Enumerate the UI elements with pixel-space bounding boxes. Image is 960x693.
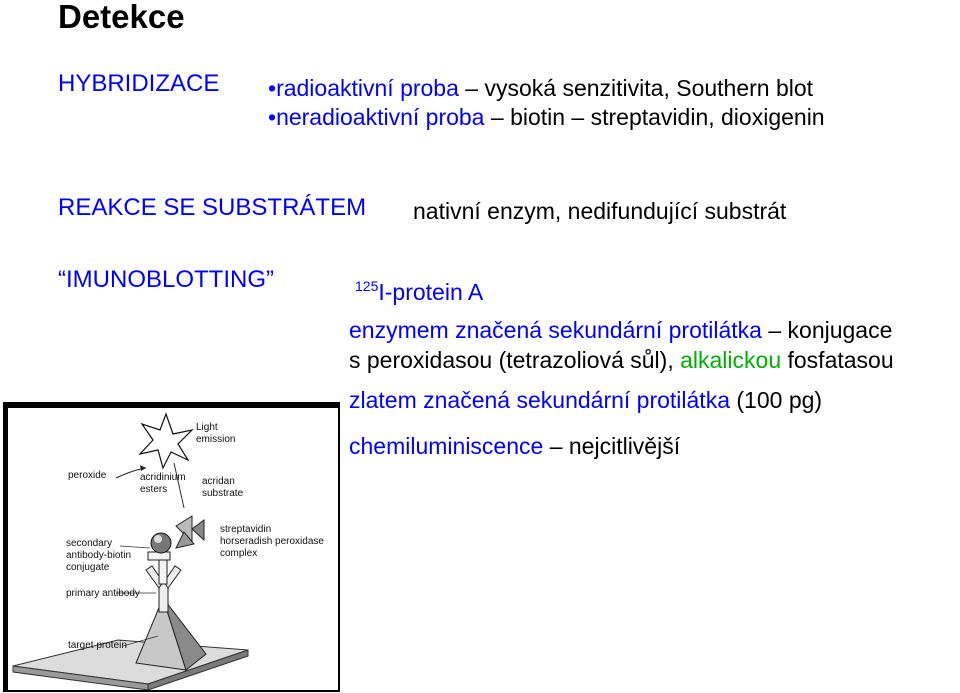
imunoblotting-line-1 bbox=[355, 278, 483, 306]
biotin-highlight bbox=[154, 535, 162, 543]
chemiluminescence-figure bbox=[3, 402, 340, 692]
imunoblotting-label: “IMUNOBLOTTING” bbox=[58, 266, 274, 293]
imunoblotting-line-4 bbox=[349, 387, 822, 414]
line-term: chemiluminiscence bbox=[349, 433, 544, 459]
imunoblotting-line-5 bbox=[349, 433, 680, 460]
dash: – bbox=[490, 104, 504, 130]
light-emission-icon bbox=[140, 414, 192, 468]
hybridizace-item-2 bbox=[268, 104, 825, 131]
fig-label-light: Light bbox=[196, 422, 218, 433]
fig-label-secondary: secondary bbox=[66, 538, 113, 549]
alkaline-word: alkalickou bbox=[680, 347, 782, 373]
line-rest: fosfatasou bbox=[781, 347, 894, 373]
leader-secondary bbox=[120, 546, 150, 548]
figure-diagram bbox=[8, 408, 338, 690]
line-term: zlatem značená sekundární protilátka bbox=[349, 387, 730, 413]
imunoblotting-line-2 bbox=[349, 317, 892, 344]
bullet: • bbox=[268, 104, 277, 130]
line-desc: konjugace bbox=[787, 317, 893, 343]
reakce-desc: nativní enzym, nedifundující substrát bbox=[413, 198, 787, 224]
line-desc: nejcitlivější bbox=[568, 433, 681, 459]
fig-label-emission: emission bbox=[196, 434, 236, 445]
connector-line bbox=[174, 463, 184, 508]
protein-a-text: I-protein A bbox=[378, 279, 484, 305]
fig-label-conjugate: conjugate bbox=[66, 562, 110, 573]
streptavidin-wing-side bbox=[192, 520, 204, 540]
fig-label-acridan: acridan bbox=[202, 476, 235, 487]
biotin-sphere bbox=[151, 533, 171, 553]
fig-label-substrate: substrate bbox=[202, 488, 244, 499]
line-term: enzymem značená sekundární protilátka bbox=[349, 317, 762, 343]
fig-label-esters: esters bbox=[140, 484, 168, 495]
reakce-label: REAKCE SE SUBSTRÁTEM bbox=[58, 194, 367, 221]
item-desc: vysoká senzitivita, Southern blot bbox=[484, 75, 814, 101]
dash: – bbox=[465, 75, 479, 101]
item-term: neradioaktivní proba bbox=[276, 104, 485, 130]
fig-label-streptavidin: streptavidin bbox=[220, 524, 272, 535]
bullet: • bbox=[268, 75, 277, 101]
slide-title: Detekce bbox=[58, 0, 185, 35]
fig-label-peroxide: peroxide bbox=[68, 470, 107, 481]
fig-label-hrp: horseradish peroxidase bbox=[220, 536, 324, 547]
line-desc: (100 pg) bbox=[730, 387, 823, 413]
dash: – bbox=[549, 433, 563, 459]
item-desc: biotin – streptavidin, dioxigenin bbox=[510, 104, 825, 130]
fig-label-primary: primary antibody bbox=[66, 588, 140, 599]
isotope-superscript: 125 bbox=[355, 278, 379, 294]
dash: – bbox=[768, 317, 782, 343]
hybridizace-item-1 bbox=[268, 75, 813, 102]
fig-label-target: target protein bbox=[68, 640, 127, 651]
arrow-head-icon bbox=[140, 465, 146, 471]
primary-antibody-stem bbox=[159, 584, 168, 612]
fig-label-antibody-biotin: antibody-biotin bbox=[66, 550, 132, 561]
fig-label-complex: complex bbox=[220, 548, 258, 559]
imunoblotting-line-3 bbox=[349, 347, 894, 374]
hybridizace-label: HYBRIDIZACE bbox=[58, 70, 220, 97]
line-text: s peroxidasou (tetrazoliová sůl), bbox=[349, 347, 681, 373]
fig-label-acridinium: acridinium bbox=[140, 472, 186, 483]
item-term: radioaktivní proba bbox=[276, 75, 459, 101]
